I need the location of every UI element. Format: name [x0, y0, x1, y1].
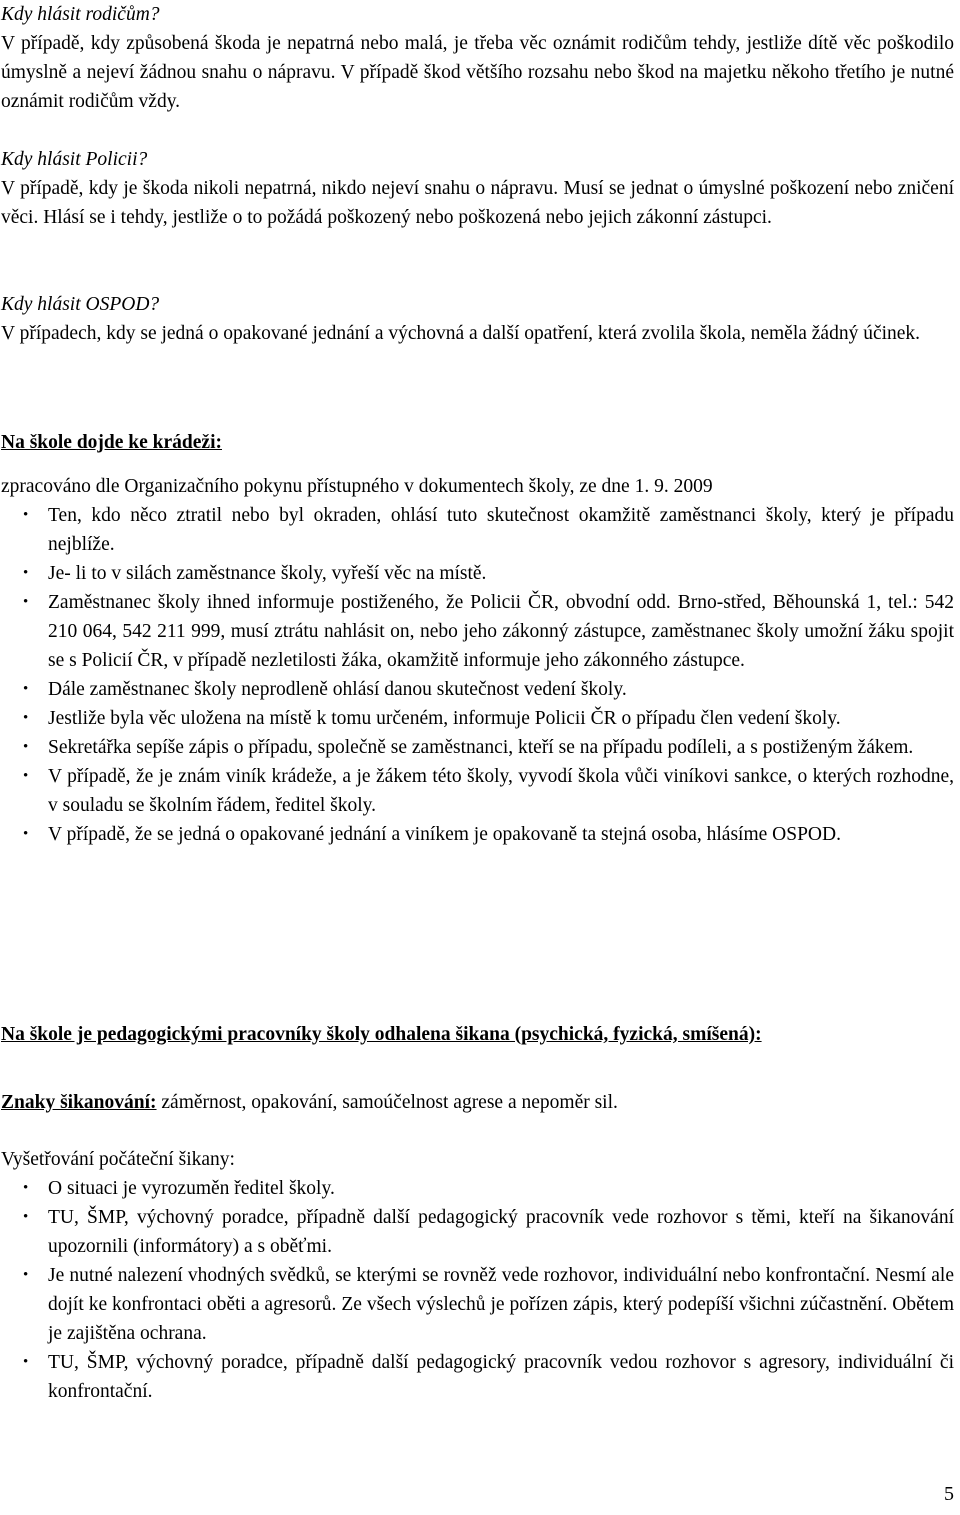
list-item: • O situaci je vyrozuměn ředitel školy.	[1, 1174, 954, 1203]
bullet-icon: •	[23, 768, 29, 784]
bullet-icon: •	[23, 710, 29, 726]
signs-label: Znaky šikanování:	[1, 1092, 157, 1113]
text-ospod: V případech, kdy se jedná o opakované jednání a výchovná a další opatření, která zvolila škola, neměla žádný účinek.	[1, 323, 921, 344]
investigation-heading: Vyšetřování počáteční šikany:	[1, 1149, 235, 1170]
bullet-icon: •	[23, 826, 29, 842]
bullet-icon: •	[23, 1180, 29, 1196]
bullet-icon: •	[23, 1209, 29, 1225]
theft-intro: zpracováno dle Organizačního pokynu přístupného v dokumentech školy, ze dne 1. 9. 2009	[1, 476, 713, 497]
list-item: • Ten, kdo něco ztratil nebo byl okraden, ohlásí tuto skutečnost okamžitě zaměstnanci školy, který je případu nejblíže.	[1, 501, 954, 559]
signs-text: záměrnost, opakování, samoúčelnost agrese a nepoměr sil.	[156, 1092, 618, 1113]
section-police	[1, 145, 954, 232]
text-police: V případě, kdy je škoda nikoli nepatrná, nikdo nejeví snahu o nápravu. Musí se jednat o úmyslné poškození nebo zničení věci. Hlásí se i tehdy, jestliže o to požádá poškozený nebo poškozená nebo jejich zákonní zástupci.	[1, 178, 954, 228]
section-ospod	[1, 290, 954, 348]
list-item: • Sekretářka sepíše zápis o případu, společně se zaměstnanci, kteří se na případu podíleli, a s postiženým žákem.	[1, 733, 954, 762]
section-theft	[1, 428, 954, 457]
list-item: • Je nutné nalezení vhodných svědků, se kterými se rovněž vede rozhovor, individuální nebo konfrontační. Nesmí ale dojít ke konfrontaci oběti a agresorů. Ze všech výslechů je pořízen zápis, který podepíší všichni zúčastnění. Obětem je zajištěna ochrana.	[1, 1261, 954, 1348]
list-item: • Dále zaměstnanec školy neprodleně ohlásí danou skutečnost vedení školy.	[1, 675, 954, 704]
heading-ospod: Kdy hlásit OSPOD?	[1, 294, 160, 315]
heading-police: Kdy hlásit Policii?	[1, 149, 148, 170]
section-bullying	[1, 1020, 954, 1049]
bullet-icon: •	[23, 1267, 29, 1283]
section-bullying-investigation	[1, 1145, 954, 1406]
theft-list	[1, 501, 954, 849]
heading-parents: Kdy hlásit rodičům?	[1, 4, 160, 25]
list-item: • TU, ŠMP, výchovný poradce, případně další pedagogický pracovník vede rozhovor s těmi, kteří na šikanování upozornili (informátory) a s oběťmi.	[1, 1203, 954, 1261]
list-item: • V případě, že je znám viník krádeže, a je žákem této školy, vyvodí škola vůči viníkovi sankce, o kterých rozhodne, v souladu se školním řádem, ředitel školy.	[1, 762, 954, 820]
list-item: • Zaměstnanec školy ihned informuje postiženého, že Policii ČR, obvodní odd. Brno-střed, Běhounská 1, tel.: 542 210 064, 542 211 999, musí ztrátu nahlásit on, nebo jeho zákonný zástupce, zaměstnanec školy umožní žáku spojit se s Policií ČR, v případě nezletilosti žáka, okamžitě informuje jeho zákonného zástupce.	[1, 588, 954, 675]
bullet-icon: •	[23, 507, 29, 523]
bullet-icon: •	[23, 1354, 29, 1370]
investigation-list	[1, 1174, 954, 1406]
heading-theft: Na škole dojde ke krádeži:	[1, 432, 222, 453]
text-parents: V případě, kdy způsobená škoda je nepatrná nebo malá, je třeba věc oznámit rodičům tehdy, jestliže dítě věc poškodilo úmyslně a nejeví žádnou snahu o nápravu. V případě škod většího rozsahu nebo škod na majetku někoho třetího je nutné oznámit rodičům vždy.	[1, 33, 954, 112]
heading-bullying: Na škole je pedagogickými pracovníky školy odhalena šikana (psychická, fyzická, smíšená):	[1, 1024, 762, 1045]
list-item: • Jestliže byla věc uložena na místě k tomu určeném, informuje Policii ČR o případu člen vedení školy.	[1, 704, 954, 733]
section-theft-body	[1, 472, 954, 849]
list-item: • Je- li to v silách zaměstnance školy, vyřeší věc na místě.	[1, 559, 954, 588]
list-item: • V případě, že se jedná o opakované jednání a viníkem je opakovaně ta stejná osoba, hlásíme OSPOD.	[1, 820, 954, 849]
bullet-icon: •	[23, 594, 29, 610]
section-bullying-signs	[1, 1088, 954, 1117]
section-parents	[1, 0, 954, 116]
bullet-icon: •	[23, 565, 29, 581]
bullet-icon: •	[23, 739, 29, 755]
bullet-icon: •	[23, 681, 29, 697]
list-item: • TU, ŠMP, výchovný poradce, případně další pedagogický pracovník vedou rozhovor s agresory, individuální či konfrontační.	[1, 1348, 954, 1406]
page-number: 5	[944, 1483, 954, 1505]
